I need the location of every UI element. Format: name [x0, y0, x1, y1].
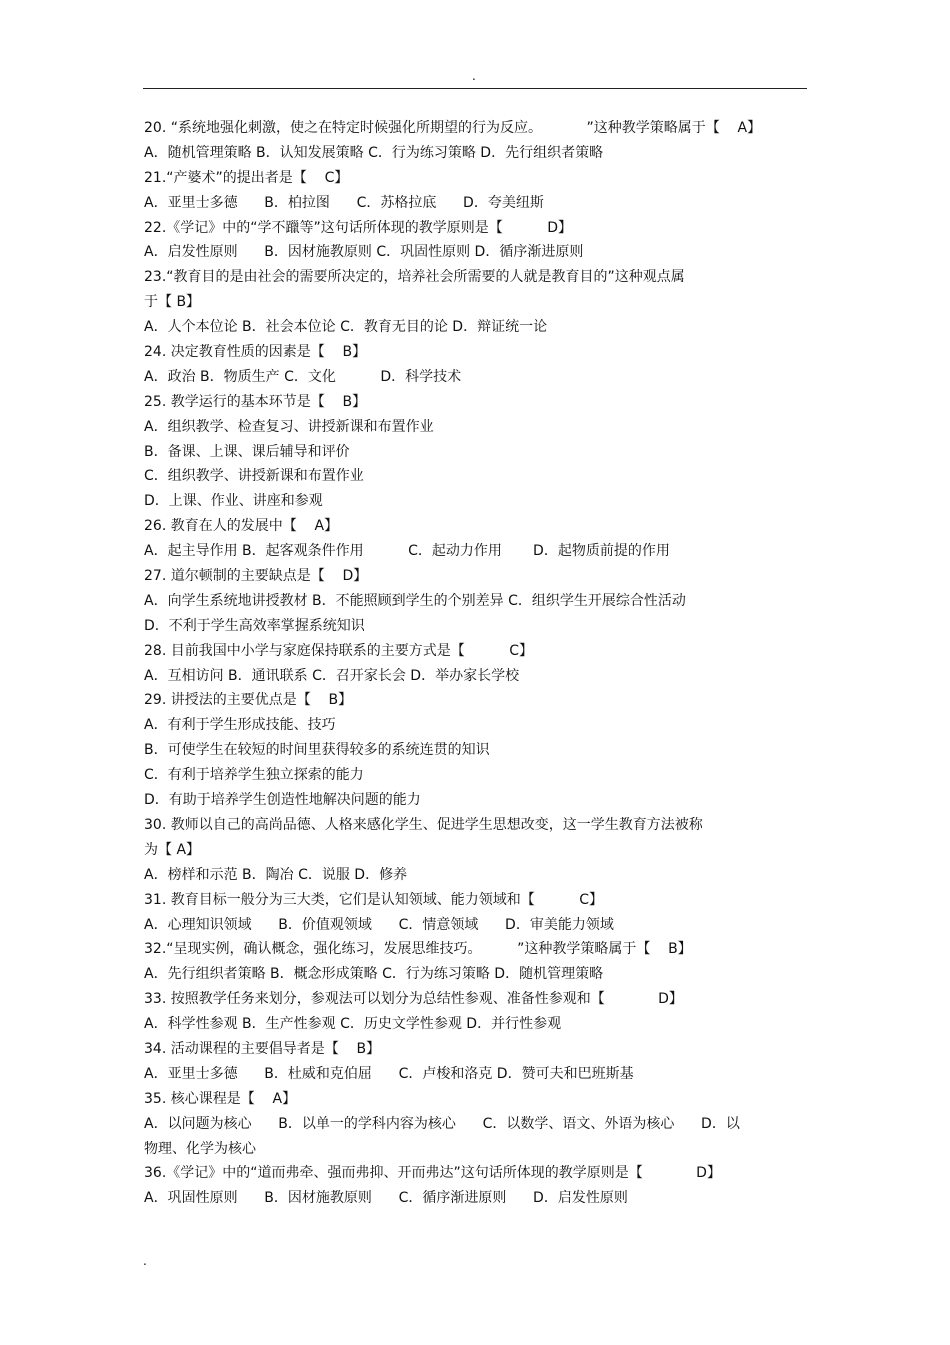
text-line: 34. 活动课程的主要倡导者是【 B】 [144, 1040, 381, 1057]
text-line: A．以问题为核心 B．以单一的学科内容为核心 C．以数学、语文、外语为核心 D．以 [144, 1115, 740, 1132]
text-line: 27. 道尔顿制的主要缺点是【 D】 [144, 568, 368, 585]
text-line: 21.“产婆术”的提出者是【 C】 [144, 169, 349, 186]
text-line: 31. 教育目标一般分为三大类，它们是认知领域、能力领域和【 C】 [144, 891, 603, 908]
text-line: 32.“呈现实例，确认概念，强化练习，发展思维技巧。 ”这种教学策略属于【 B】 [144, 941, 692, 958]
text-line: A．心理知识领域 B．价值观领域 C．情意领域 D．审美能力领域 [144, 916, 614, 933]
text-line: 26. 教育在人的发展中【 A】 [144, 518, 339, 535]
text-line: A．向学生系统地讲授教材 B．不能照顾到学生的个别差异 C．组织学生开展综合性活动 [144, 592, 686, 609]
text-line: 35. 核心课程是【 A】 [144, 1090, 297, 1107]
text-line: A．人个本位论 B．社会本位论 C．教育无目的论 D．辩证统一论 [144, 319, 548, 336]
text-line: 20. “系统地强化刺激，使之在特定时候强化所期望的行为反应。 ”这种教学策略属于【 A】 [144, 120, 762, 136]
text-line: 36.《学记》中的“道而弗牵、强而弗抑、开而弗达”这句话所体现的教学原则是【 D】 [144, 1165, 721, 1182]
text-line: 为【 A】 [144, 841, 201, 858]
text-line: A．亚里士多德 B．柏拉图 C．苏格拉底 D．夸美纽斯 [144, 194, 544, 211]
text-line: A．亚里士多德 B．杜威和克伯屈 C．卢梭和洛克 D．赞可夫和巴班斯基 [144, 1065, 634, 1082]
text-line: A．起主导作用 B．起客观条件作用 C．起动力作用 D．起物质前提的作用 [144, 543, 670, 560]
text-line: 29. 讲授法的主要优点是【 B】 [144, 692, 353, 709]
text-line: A．巩固性原则 B．因材施教原则 C．循序渐进原则 D．启发性原则 [144, 1190, 628, 1207]
text-line: A．先行组织者策略 B．概念形成策略 C．行为练习策略 D．随机管理策略 [144, 966, 604, 983]
text-line: 23.“教育目的是由社会的需要所决定的，培养社会所需要的人就是教育目的”这种观点属 [144, 269, 685, 286]
text-line: 物理、化学为核心 [144, 1140, 256, 1157]
header-rule [143, 88, 807, 89]
text-line: A．互相访问 B．通讯联系 C．召开家长会 D．举办家长学校 [144, 667, 520, 684]
text-line: 于【 B】 [144, 294, 201, 311]
text-line: 33. 按照教学任务来划分，参观法可以划分为总结性参观、准备性参观和【 D】 [144, 991, 683, 1008]
text-line: A．政治 B．物质生产 C．文化 D．科学技术 [144, 368, 462, 385]
text-line: A．榜样和示范 B．陶冶 C．说服 D．修养 [144, 866, 408, 883]
text-line: A．科学性参观 B．生产性参观 C．历史文学性参观 D．并行性参观 [144, 1016, 562, 1033]
text-line: 24. 决定教育性质的因素是【 B】 [144, 344, 367, 361]
text-line: A．启发性原则 B．因材施教原则 C．巩固性原则 D．循序渐进原则 [144, 244, 584, 261]
text-line: D．不利于学生高效率掌握系统知识 [144, 617, 365, 634]
text-line: 22.《学记》中的“学不躐等”这句话所体现的教学原则是【 D】 [144, 219, 573, 236]
text-line: A．组织教学、检查复习、讲授新课和布置作业 [144, 418, 434, 435]
text-line: D．上课、作业、讲座和参观 [144, 493, 323, 510]
question-list [144, 116, 808, 1211]
text-line: 25. 教学运行的基本环节是【 B】 [144, 393, 367, 410]
text-line: B．备课、上课、课后辅导和评价 [144, 443, 350, 460]
text-line: 28. 目前我国中小学与家庭保持联系的主要方式是【 C】 [144, 642, 533, 659]
text-line: D．有助于培养学生创造性地解决问题的能力 [144, 792, 421, 809]
text-line: C．组织教学、讲授新课和布置作业 [144, 468, 364, 485]
footer-mark: . [143, 1254, 147, 1268]
header-mark: . [472, 69, 476, 83]
text-line: A．有利于学生形成技能、技巧 [144, 717, 336, 734]
text-line: 30. 教师以自己的高尚品德、人格来感化学生、促进学生思想改变，这一学生教育方法被称 [144, 816, 703, 833]
text-line: B．可使学生在较短的时间里获得较多的系统连贯的知识 [144, 742, 490, 759]
text-line: C．有利于培养学生独立探索的能力 [144, 767, 364, 784]
text-line: A．随机管理策略 B．认知发展策略 C．行为练习策略 D．先行组织者策略 [144, 144, 604, 161]
